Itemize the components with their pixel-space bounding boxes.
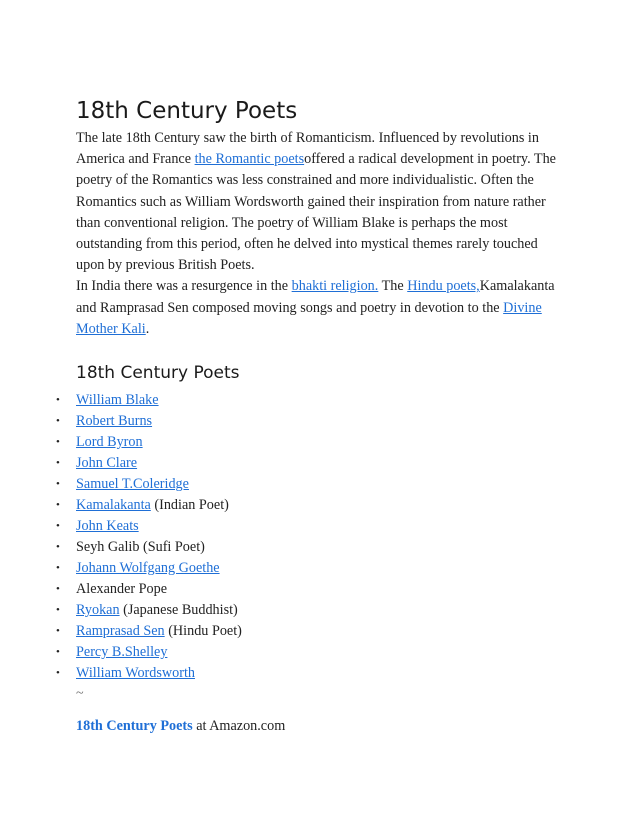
bullet-icon: •	[56, 604, 60, 617]
poets-list-heading: 18th Century Poets	[76, 363, 240, 384]
amazon-suffix: at Amazon.com	[192, 718, 286, 735]
intro-text-2: offered a radical development in poetry. The poetry of the Romantics was less constrained and more individualistic. Often the Romantics such as William Wordsworth gained their inspiration from nature rather than conventional religion. The poetry of William Blake is perhaps the most outstanding from this period, often he delved into mystical themes rarely touched upon by previous British Poets.	[76, 151, 556, 274]
poet-list-item	[56, 495, 566, 516]
hindu-poets-link[interactable]: Hindu poets,	[407, 278, 480, 295]
poet-note: (Indian Poet)	[150, 497, 229, 514]
poet-list-item	[56, 516, 566, 537]
intro-paragraph-india	[76, 276, 566, 340]
poet-list-item	[56, 663, 566, 684]
bullet-icon: •	[56, 562, 60, 575]
poet-link[interactable]: William Wordsworth	[76, 665, 195, 682]
bullet-icon: •	[56, 394, 60, 407]
poet-list-item	[56, 621, 566, 642]
poet-list-item	[56, 600, 566, 621]
india-text-2: The	[378, 278, 408, 295]
poet-name-text: Seyh Galib (Sufi Poet)	[76, 539, 205, 556]
poet-list-item	[56, 411, 566, 432]
poet-list-item	[56, 579, 566, 600]
bullet-icon: •	[56, 415, 60, 428]
bullet-icon: •	[56, 667, 60, 680]
india-text-1: In India there was a resurgence in the	[76, 278, 292, 295]
bullet-icon: •	[56, 625, 60, 638]
bullet-icon: •	[56, 478, 60, 491]
poet-link[interactable]: Percy B.Shelley	[76, 644, 168, 661]
divine-mother-kali-link[interactable]: Divine Mother Kali	[76, 299, 542, 337]
bullet-icon: •	[56, 646, 60, 659]
amazon-line	[76, 716, 566, 737]
poet-link[interactable]: William Blake	[76, 392, 159, 409]
poet-note: (Japanese Buddhist)	[119, 602, 238, 619]
bullet-icon: •	[56, 541, 60, 554]
poet-link[interactable]: Johann Wolfgang Goethe	[76, 560, 220, 577]
poet-list-item	[56, 537, 566, 558]
poet-list-item	[56, 474, 566, 495]
intro-text-1: The late 18th Century saw the birth of Romanticism. Influenced by revolutions in America and France	[76, 130, 539, 168]
poet-note: (Hindu Poet)	[164, 623, 242, 640]
intro-paragraph-romanticism	[76, 128, 566, 276]
india-text-4: .	[145, 320, 150, 337]
tilde-separator: ~	[76, 686, 84, 702]
poet-link[interactable]: Ramprasad Sen	[76, 623, 165, 640]
poet-list-item	[56, 642, 566, 663]
poet-list-item	[56, 558, 566, 579]
poets-list	[56, 390, 566, 684]
bullet-icon: •	[56, 583, 60, 596]
bhakti-religion-link[interactable]: bhakti religion.	[291, 278, 379, 295]
bullet-icon: •	[56, 499, 60, 512]
poet-link[interactable]: John Keats	[76, 518, 139, 535]
poet-list-item	[56, 390, 566, 411]
poet-link[interactable]: Lord Byron	[76, 434, 143, 451]
poet-link[interactable]: Ryokan	[76, 602, 120, 619]
poet-name-text: Alexander Pope	[76, 581, 168, 598]
page-title: 18th Century Poets	[76, 98, 298, 124]
bullet-icon: •	[56, 520, 60, 533]
article	[56, 96, 566, 737]
bullet-icon: •	[56, 457, 60, 470]
poet-link[interactable]: Samuel T.Coleridge	[76, 476, 189, 493]
poet-list-item	[56, 453, 566, 474]
poet-link[interactable]: Kamalakanta	[76, 497, 151, 514]
poet-link[interactable]: John Clare	[76, 455, 138, 472]
india-text-3: Kamalakanta and Ramprasad Sen composed moving songs and poetry in devotion to the	[76, 278, 555, 316]
romantic-poets-link[interactable]: the Romantic poets	[194, 151, 305, 168]
bullet-icon: •	[56, 436, 60, 449]
poet-link[interactable]: Robert Burns	[76, 413, 153, 430]
amazon-poets-link[interactable]: 18th Century Poets	[76, 718, 193, 735]
poet-list-item	[56, 432, 566, 453]
